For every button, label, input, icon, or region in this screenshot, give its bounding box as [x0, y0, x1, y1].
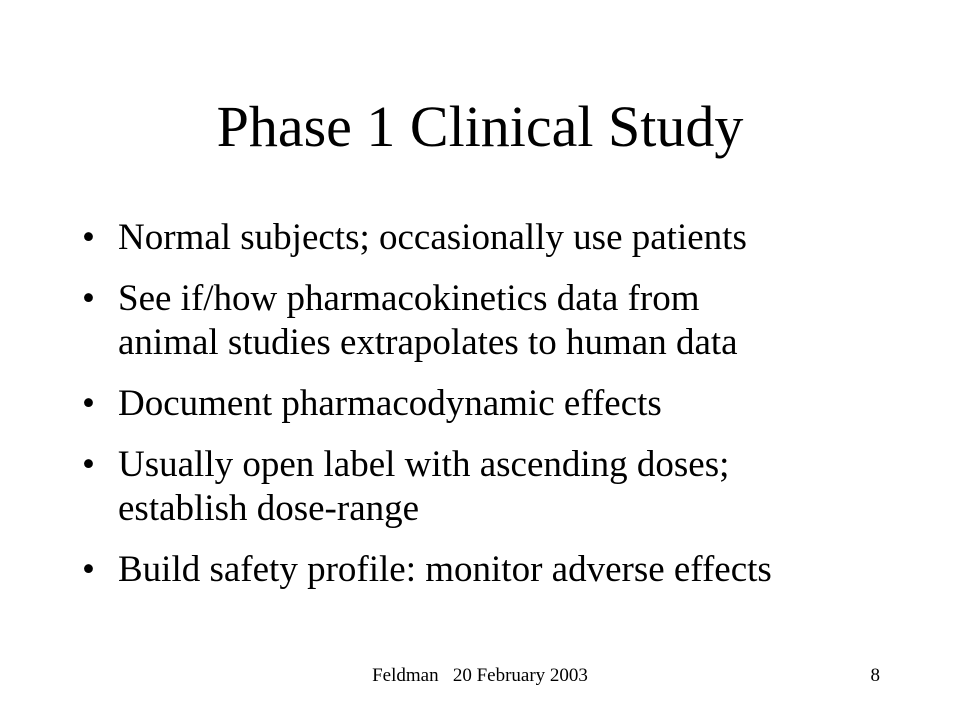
bullet-icon: • [82, 278, 95, 319]
slide-footer: Feldman 20 February 2003 [372, 665, 588, 686]
bullet-text-continuation: establish dose-range [118, 488, 420, 529]
bullet-text-continuation: animal studies extrapolates to human data [118, 322, 738, 363]
bullet-icon: • [82, 549, 95, 590]
bullet-icon: • [82, 217, 95, 258]
bullet-text: See if/how pharmacokinetics data from [118, 278, 700, 319]
bullet-icon: • [82, 383, 95, 424]
bullet-item [82, 443, 902, 531]
bullet-icon: • [82, 444, 95, 485]
bullet-item [82, 216, 902, 260]
bullet-text: Build safety profile: monitor adverse effects [118, 549, 772, 590]
bullet-text: Usually open label with ascending doses; [118, 444, 730, 485]
slide-title: Phase 1 Clinical Study [216, 94, 744, 159]
bullet-item [82, 382, 902, 426]
bullet-text: Normal subjects; occasionally use patients [118, 217, 747, 258]
bullet-item [82, 548, 902, 592]
bullet-list [82, 216, 902, 609]
bullet-text: Document pharmacodynamic effects [118, 383, 662, 424]
bullet-item [82, 277, 902, 365]
slide-number: 8 [870, 665, 880, 686]
